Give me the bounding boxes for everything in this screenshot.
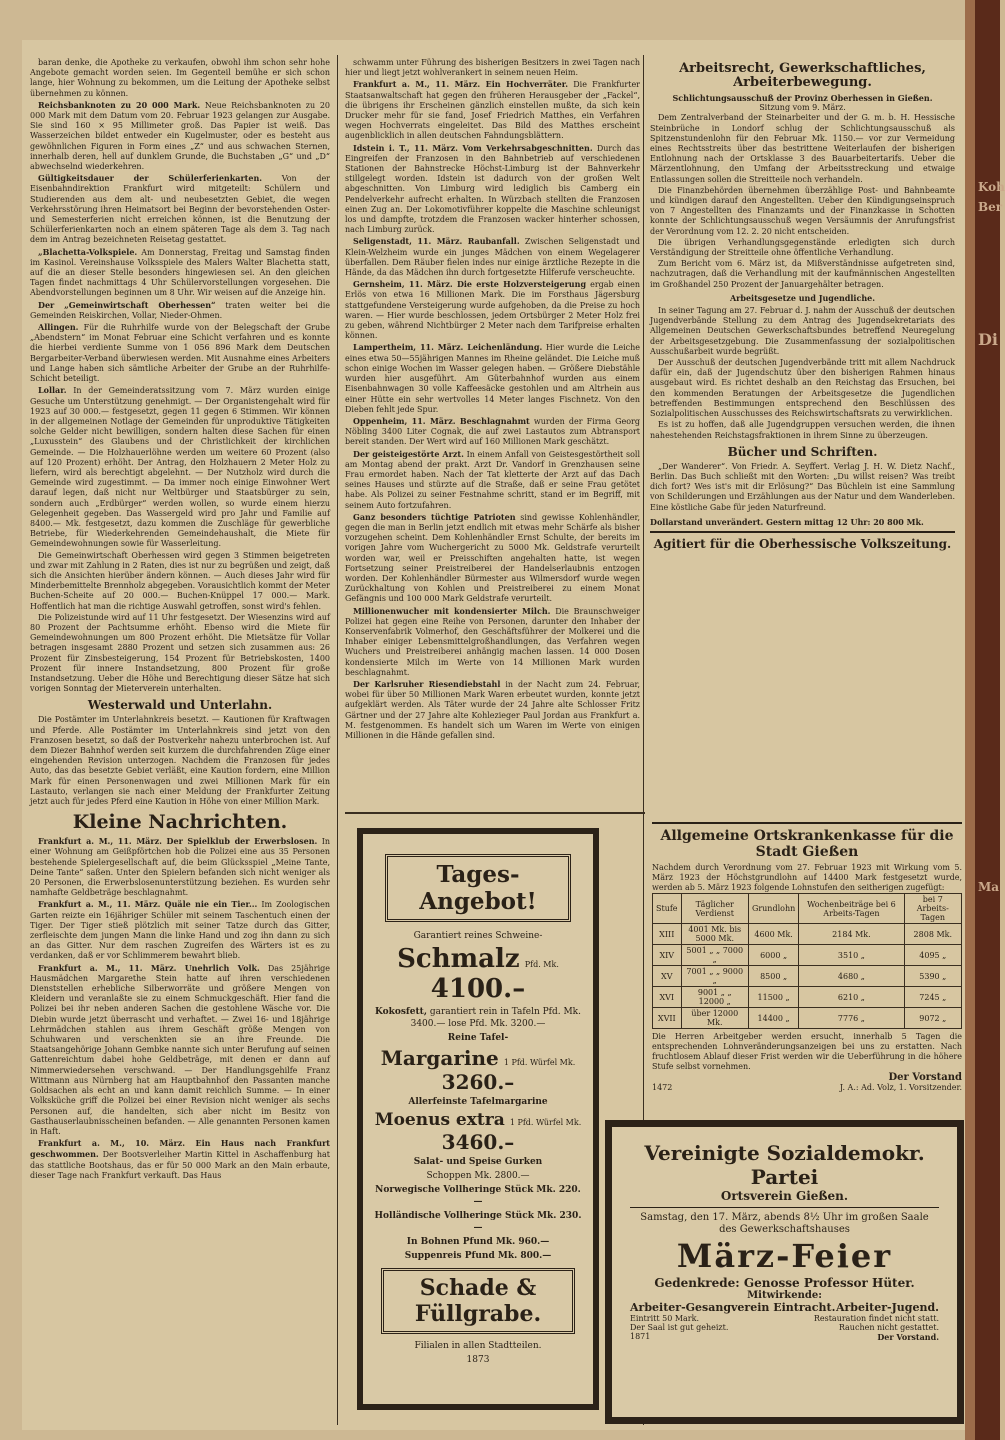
table-header: Grundlohn: [748, 894, 798, 924]
table-cell: 4001 Mk. bis 5000 Mk.: [681, 924, 748, 945]
article-paragraph: [650, 186, 955, 237]
price: 3460.–: [441, 1130, 515, 1154]
article-paragraph: [30, 100, 330, 172]
ad-krankenkasse: [652, 822, 962, 1092]
table-header: Täglicher Verdienst: [681, 894, 748, 924]
article-lead: Ganz besonders tüchtige Patrioten: [353, 511, 516, 522]
article-body: sind gewisse Kohlenhändler, gegen die man in Berlin jetzt endlich mit etwas mehr Schärfe als bisher vorzugehen scheint. Dem Kohlenhändler Ernst Schulte, der bereits im vorigen Jahre vom Wuchergericht zu 5000 Mk. Geldstrafe verurteilt worden war, weil er Preisschiften angehalten hatte, ist wegen Fortsetzung seiner Preistreiberei der Handelserlaubnis entzogen worden. Der Kohlenhändler Bürmester aus Wilmersdorf wurde wegen Zurückhaltung von Kohlen und Preistreiberei zu einem Monat Gefängnis und 100 000 Mark Geldstrafe verurteilt.: [345, 512, 640, 604]
article-lead: Der Karlsruher Riesendiebstahl: [353, 678, 501, 689]
column-2: [345, 58, 640, 858]
article-body: In einer Wohnung am Geißpförtchen hob die Polizei eine aus 35 Personen bestehende Spielergesellschaft auf, die beim Glücksspiel „Meine Tante, Deine Tante“ saßen. Unter den Spielern befanden sich nicht weniger als 20 Personen, die Erwerbslosenunterstützung beziehen. Es wurden sehr namhafte Geldbeträge beschlagnahmt.: [30, 837, 331, 898]
product-name: Kokosfett,: [374, 1007, 427, 1017]
article-paragraph: [30, 173, 330, 245]
table-cell: 2184 Mk.: [799, 924, 904, 945]
table-cell: 6000 „: [748, 945, 798, 966]
table-cell: XV: [653, 966, 682, 987]
article-paragraph: [30, 385, 330, 549]
event-title: März-Feier: [676, 1237, 893, 1275]
spine-edge: [965, 0, 975, 1440]
article-body: Neue Reichsbanknoten zu 20 000 Mark mit dem Datum vom 20. Februar 1923 gelangen zur Ausgabe. Sie sind 160 × 95 Millimeter groß. Das Papier ist weiß. Das Wasserzeichen bildet entweder ein Kugelmuster, oder es besteht aus gewöhnlichen Figuren in Form eines „Z“ und aus schwachen Sternen, innerhalb deren, hell auf dunklem Grunde, die Buchstaben „G“ und „D“ abwechselnd wiederkehren.: [30, 100, 330, 172]
article-paragraph: [30, 322, 330, 384]
unit: 1 Pfd. Würfel Mk.: [503, 1058, 576, 1067]
article-paragraph: [650, 306, 955, 357]
event-label: Mitwirkende:: [747, 1290, 822, 1301]
section-heading: Bücher und Schriften.: [727, 444, 878, 459]
article-body: Die Braunschweiger Polizei hat gegen eine Reihe von Personen, darunter den Inhaber der Konservenfabrik Volmerhof, den Geschäftsführer der Molkerei und die Inhaber einiger Lebensmittelgroßhandlungen, das Verfahren wegen Wuchers und Preistreiberei anhängig machen lassen. 14 000 Dosen kondensierte Milch im Werte von 14 Millionen Mark wurden beschlagnahmt.: [345, 606, 640, 677]
event-info: Der Saal ist gut geheizt.: [630, 1323, 729, 1332]
table-header: bei 7 Arbeits-Tagen: [904, 894, 961, 924]
article-lead: Frankfurt a. M., 11. März. Der Spielklub der Erwerbslosen.: [38, 836, 318, 847]
table-cell: 5001 „ „ 7000 „: [681, 945, 748, 966]
article-body: Zwischen Seligenstadt und Klein-Welzheim wurde ein junges Mädchen von einem Wegelagerer überfallen. Dem Räuber fielen indes nur einige ärztliche Rezepte in die Hände, da das Mädchen ihn durch fortgesetzte Hilferufe verscheuchte.: [345, 237, 640, 278]
product-name: Suppenreis Pfund Mk. 800.—: [404, 1251, 552, 1261]
product-name: Salat- und Speise Gurken: [413, 1157, 543, 1167]
table-cell: 2808 Mk.: [904, 924, 961, 945]
article-paragraph: [650, 420, 955, 440]
table-cell: XVII: [653, 1008, 682, 1029]
article-text: baran denke, die Apotheke zu verkaufen, obwohl ihm schon sehr hohe Angebote gemacht worden seien. Im Gegenteil bemühe er sich schon lange, hier Wohnung zu bekommen, um die Leitung der Apotheke selbst übernehmen zu können.: [30, 58, 330, 98]
participant: Arbeiter-Jugend.: [835, 1301, 939, 1314]
article-lead: Frankfurt a. M., 11. März. Quäle nie ein Tier...: [38, 899, 258, 910]
article-paragraph: [650, 238, 955, 258]
article-body: In seiner Tagung am 27. Februar d. J. nahm der Ausschuß der deutschen Jugendverbände Stellung zu dem Antrag des Jugendsekretariats des Allgemeinen Deutschen Gewerkschaftsbundes betreffend Neuregelung der Arbeitsgesetzgebung. Die Zusammenfassung der sozialpolitischen Ausschußarbeit wurde begrüßt.: [650, 306, 955, 356]
article-list: [650, 113, 955, 289]
article-lead: Oppenheim, 11. März. Beschlagnahmt: [353, 415, 530, 426]
table-cell: XIV: [653, 945, 682, 966]
ad-text: Nachdem durch Verordnung vom 27. Februar 1923 mit Wirkung vom 5. März 1923 der Höchstgrundlohn auf 14400 Mark festgesetzt wurde, werden ab 5. März 1923 folgende Lohnstufen den seitherigen zugefügt:: [652, 863, 962, 892]
table-cell: 4680 „: [799, 966, 904, 987]
article-body: Am Donnerstag, Freitag und Samstag finden im Kasinol. Vereinshause Volksspiele des Malers Walter Blachetta statt, auf die an dieser Stelle besonders hingewiesen sei. An den gleichen Tagen findet nachmittags 4 Uhr Schülervorstellungen vorgesehen. Die Abendvorstellungen beginnen um 8 Uhr. Wir weisen auf die Anzeige hin.: [30, 247, 331, 298]
article-paragraph: [30, 963, 330, 1137]
article-list: [345, 58, 640, 741]
table-cell: 8500 „: [748, 966, 798, 987]
table-row: [653, 924, 962, 945]
article-lead: Seligenstadt, 11. März. Raubanfall.: [353, 236, 520, 247]
table-row: [653, 945, 962, 966]
ad-title: Allgemeine Ortskrankenkasse für die Stadt Gießen: [660, 828, 954, 860]
article-list: [30, 836, 330, 1181]
article-body: traten weiter bei die Gemeinden Reiskirchen, Vollar, Nieder-Ohmen.: [30, 300, 331, 320]
table-cell: 6210 „: [799, 987, 904, 1008]
product-name: Holländische Vollheringe Stück Mk. 230.—: [374, 1211, 582, 1233]
article-lead: Frankfurt a. M., 10. März. Ein Haus nach Frankfurt geschwommen.: [30, 1138, 330, 1160]
article-paragraph: [30, 899, 330, 961]
article-lead: Idstein i. T., 11. März. Vom Verkehrsabgeschnitten.: [353, 142, 593, 153]
article-body: in der Nacht zum 24. Februar, wobei für über 50 Millionen Mark Waren erbeutet wurden, konnte jetzt aufgeklärt werden. Als Täter wurde der 24 Jahre alte Schlosser Fritz Gärtner und der 27 Jahre alte Kohlezieger Paul Jordan aus Frankfurt a. M. festgenommen. Es handelt sich um Waren im Werte von einigen Millionen in die Hände gefallen sind.: [345, 679, 640, 740]
table-cell: 7245 „: [904, 987, 961, 1008]
article-lead: Gernsheim, 11. März. Die erste Holzversteigerung: [353, 279, 587, 290]
article-paragraph: [345, 58, 640, 78]
article-body: Die übrigen Verhandlungsgegenstände erledigten sich durch Verständigung der Streitteile ohne öffentliche Verhandlung.: [650, 237, 955, 258]
article-paragraph: [30, 613, 330, 695]
unit: Pfd. Mk.: [524, 960, 559, 969]
product-name: Schmalz: [397, 944, 520, 974]
article-body: In einem Anfall von Geistesgestörtheit soll am Montag abend der prakt. Arzt Dr. Vandorf in Grenzhausen seine Frau ermordet haben. Nach der Tat kletterte der Arzt auf das Dach seines Hauses und stürzte auf die Straße, daß er seine Frau getötet habe. Als Polizei zu seiner Festnahme schritt, stand er im Begriff, mit seinem Auto fortzufahren.: [345, 449, 640, 510]
event-speaker: Gedenkrede: Genosse Professor Hüter.: [654, 1276, 915, 1290]
table-cell: über 12000 Mk.: [681, 1008, 748, 1029]
article-lead: Frankfurt a. M., 11. März. Unehrlich Volk.: [38, 962, 260, 973]
subheading: Arbeitsgesetze und Jugendliche.: [729, 292, 876, 303]
table-cell: 9001 „ „ 12000 „: [681, 987, 748, 1008]
ad-partei: [605, 1120, 964, 1424]
article-body: Der Bootsverleiher Martin Kittel in Aschaffenburg hat das stattliche Bootshaus, das er für 50 000 Mark an den Main erbaute, dieser Tage nach Frankfurt verkauft. Das Haus: [30, 1150, 331, 1180]
article-list: [650, 306, 955, 441]
article-body: ergab einen Erlös von etwa 16 Millionen Mark. Die im Forsthaus Jägersburg stattgefundene Versteigerung wurde aufgehoben, da die Preise zu hoch waren. — Hier wurde beschlossen, jedem Ortsbürger 2 Meter Holz frei zu geben, während Nichtbürger 2 Meter nach dem Tarifpreise erhalten können.: [345, 280, 641, 341]
article-lead: Allingen.: [38, 322, 79, 333]
product-name: Margarine: [380, 1046, 499, 1070]
table-cell: 4600 Mk.: [748, 924, 798, 945]
article-paragraph: [345, 143, 640, 236]
ad-schade-fuellgrabe: [357, 828, 599, 1410]
article-body: Dem Zentralverband der Steinarbeiter und der G. m. b. H. Hessische Steinbrüche in Londorf schlug der Schlichtungsausschuß als Spitzenstundenlohn für den Februar Mk. 1150.— vor zur Vermeidung eines Rechtsstreits über das bestrittene Weiterlaufen der bisherigen Entlohnung nach der Ortsklasse 3 des Bauarbeitertarifs. Ueber die Märzentlohnung, den Umfang der Arbeitsstreckung und etwaige Entlassungen sollen die Streitteile noch verhandeln.: [650, 113, 955, 184]
article-paragraph: [30, 1138, 330, 1181]
column-rule: [337, 55, 338, 1425]
price: 4100.–: [430, 974, 526, 1004]
table-header: Stufe: [653, 894, 682, 924]
table-cell: 5390 „: [904, 966, 961, 987]
column-3: [650, 58, 955, 838]
article-paragraph: [345, 512, 640, 605]
article-paragraph: [650, 259, 955, 290]
wage-table: [652, 893, 962, 1029]
article-paragraph: [650, 358, 955, 419]
spine-text: Koh: [978, 180, 1005, 194]
article-paragraph: [30, 836, 330, 898]
spine-text: Di: [978, 330, 998, 349]
ad-ref: 1873: [466, 1355, 490, 1365]
article-paragraph: [345, 606, 640, 678]
article-body: Die Finanzbehörden übernehmen überzählige Post- und Bahnbeamte und kündigen darauf den Angestellten. Ueber den Kündigungseinspruch von 7 Angestellten des Finanzamts und der Finanzkasse in Schotten konnte der Schlichtungsausschuß wegen Versäumnis der Anrufungsfrist der Verordnung vom 12. 2. 20 nicht entscheiden.: [650, 185, 955, 236]
article-lead: Der geisteigestörte Arzt.: [353, 448, 464, 459]
table-cell: 3510 „: [799, 945, 904, 966]
ad-ref: 1472: [652, 1083, 673, 1092]
section-heading: Arbeitsrecht, Gewerkschaftliches, Arbeiterbewegung.: [679, 61, 926, 90]
article-lead: Lampertheim, 11. März. Leichenländung.: [353, 342, 543, 353]
table-cell: XVI: [653, 987, 682, 1008]
ad-text: Filialen in allen Stadtteilen.: [414, 1341, 542, 1351]
article-lead: Der „Gemeinwirtschaft Oberhessen“: [38, 299, 216, 310]
article-paragraph: [345, 679, 640, 741]
table-row: [653, 987, 962, 1008]
table-cell: 14400 „: [748, 1008, 798, 1029]
table-row: [653, 966, 962, 987]
article-body: Die Gemeinwirtschaft Oberhessen wird gegen 3 Stimmen beigetreten und zwar mit Zahlung in 2 Raten, dies ist nur zu begrüßen und zeigt, daß sich die Ansichten hierüber ändern können. — Auch dieses Jahr wird für Minderbemittelte Brennholz abgegeben. Vorausichtlich kommt der Meter Buchen-Scheite auf 20 000.— Buchen-Knüppel 17 000.— Mark. Hoffentlich hat man die richtige Auswahl getroffen, sonst wird's fehlen.: [30, 550, 330, 611]
article-paragraph: [345, 79, 640, 141]
event-date: Samstag, den 17. März, abends 8½ Uhr im großen Saale des Gewerkschaftshauses: [640, 1212, 929, 1235]
subheading: Schlichtungsausschuß der Provinz Oberhessen in Gießen.: [672, 93, 933, 103]
article-list: [30, 100, 330, 695]
event-info: Rauchen nicht gestattet.: [838, 1323, 939, 1332]
spine-text: Ber: [978, 200, 1003, 214]
event-info: Restauration findet nicht statt.: [813, 1314, 939, 1323]
ad-ref: 1871: [630, 1332, 651, 1341]
article-paragraph: [345, 236, 640, 278]
article-text: „Der Wanderer“. Von Friedr. A. Seyffert. Verlag J. H. W. Dietz Nachf., Berlin. Das Buch schließt mit den Worten: „Du willst reisen? Was treibt dich fort? Wes ist's mit dir Erlösung?“ Das Büchlein ist eine Sammlung von Schilderungen und Erzählungen aus der Natur und dem Wanderleben. Eine köstliche Gabe für jeden Naturfreund.: [650, 461, 955, 512]
ad-text: Garantiert reines Schweine-: [413, 931, 543, 941]
article-body: Für die Ruhrhilfe wurde von der Belegschaft der Grube „Abendstern“ im Monat Februar eine Schicht verfahren und es konnte die hierbei verdiente Summe von 1 056 896 Mark dem Deutschen Bergarbeiter-Verband überwiesen werden. Mit Ausnahme eines Arbeiters und Lange haben sich sämtliche Arbeiter der Grube an der Ruhrhilfe-Schicht beteiligt.: [30, 323, 330, 384]
table-row: [653, 1008, 962, 1029]
ad-title: Vereinigte Sozialdemokr. Partei: [644, 1141, 925, 1189]
article-lead: „Blachetta-Volkspiele.: [38, 246, 138, 257]
book-spine: [965, 0, 1005, 1440]
dollar-rate: Dollarstand unverändert. Gestern mittag 12 Uhr: 20 800 Mk.: [650, 516, 924, 527]
brand-name: Schade & Füllgrabe.: [381, 1268, 575, 1334]
unit: 1 Pfd. Würfel Mk.: [509, 1118, 582, 1127]
product-name: Moenus extra: [374, 1110, 505, 1130]
article-paragraph: [30, 247, 330, 299]
table-header: Wochenbeiträge bei 6 Arbeits-Tagen: [799, 894, 904, 924]
article-body: Zum Bericht vom 6. März ist, da Mißverständnisse aufgetreten sind, nachzutragen, daß die Verhandlung mit der kaufmännischen Angestellten im Großhandel 250 Prozent der Januargehälter betragen.: [650, 259, 955, 289]
ad-text: Die Herren Arbeitgeber werden ersucht, innerhalb 5 Tagen die entsprechenden Lohnveränderungsanzeigen bei uns zu erstatten. Nach fruchtlosem Ablauf dieser Frist werden wir die Ueberführung in die höhere Stufe selbst vornehmen.: [652, 1032, 962, 1071]
section-heading: Westerwald und Unterlahn.: [87, 698, 273, 713]
article-body: Es ist zu hoffen, daß alle Jugendgruppen versuchen werden, die ihnen nahestehenden Reichstagsfraktionen in ihrem Sinne zu überzeugen.: [650, 420, 955, 440]
ad-text: Reine Tafel-: [447, 1033, 509, 1043]
article-lead: Frankfurt a. M., 11. März. Ein Hochverräter.: [353, 79, 569, 90]
article-body: Das 25jährige Hausmädchen Margarethe Stein hatte auf ihren verschiedenen Dienststellen erhebliche Silberworräte und größere Mengen von Kleidern und veranlaßte sie zu einem Schmuckgeschäft. Hier fand die Polizei bei ihr neben anderen Sachen die gestohlene Wäsche vor. Die Diebin wurde jetzt überrascht und verhaftet. — Zwei 16- und 18jährige Lehrmädchen stahlen aus ihrem Geschäft größe Mengen von Schuhwaren und verschenkten sie an ihre Freunde. Die Staatsangehörige Johann Gembke nannte sich unter Berufung auf seinen Gattenreichtum dabei hohe Geldbeträge, mit denen er dann auf Nimmerwiedersehen verschwand. — Der Handlungsgehilfe Franz Wittmann aus Nürnberg hat am Hauptbahnhof den Passanten manche Goldsachen als echt an und kann damit reichlich Summe. — In einer Volksküche griff die Polizei bei einer Revision nicht weniger als sechs Personen auf, die handelten, sich aber nicht im Besitz von Gasthauserlaubnisscheinen befanden. — Alle genannten Personen kamen in Haft.: [30, 963, 330, 1136]
table-cell: 11500 „: [748, 987, 798, 1008]
product-name: In Bohnen Pfund Mk. 960.—: [406, 1237, 550, 1247]
article-body: wurden der Firma Georg Nöbling 3400 Liter Cognak, die auf zwei Lastautos zum Abtransport bereit standen. Der Wert wird auf 160 Millionen Mark geschätzt.: [345, 416, 640, 447]
article-paragraph: [345, 279, 640, 341]
product-name: Norwegische Vollheringe Stück Mk. 220.—: [375, 1185, 581, 1207]
section-heading: Kleine Nachrichten.: [72, 811, 288, 834]
article-body: Im Zoologischen Garten reizte ein 16jähriger Schüler mit seinem Taschentuch einen der Tiger. Der Tiger stieß plötzlich mit seiner Tatze durch das Gitter, zerfleischte dem jungen Mann die linke Hand und zog ihn dann zu sich an das Gitter. Nur dem raschen Zugreifen des Wärters ist es zu verdanken, daß er vor Schlimmerem bewahrt blieb.: [30, 900, 331, 961]
table-cell: 7001 „ „ 9000 „: [681, 966, 748, 987]
article-body: Durch das Eingreifen der Franzosen in den Bahnbetrieb auf verschiedenen Stationen der Bahnstrecke Höchst-Limburg ist der Bahnverkehr stillgelegt worden. Idstein ist dadurch von der großen Welt abgeschnitten. Von Limburg wird lediglich bis Camberg ein Pendelverkehr aufrecht erhalten. In Würzbach stellten die Franzosen einen Zug an. Der Lokomotivführer koppelte die Maschine schleunigst los und dampfte, trotzdem die Franzosen wacker hinterher schossen, nach Limburg zurück.: [345, 143, 641, 235]
signature: Der Vorstand.: [877, 1332, 939, 1342]
article-body: In der Gemeinderatssitzung vom 7. März wurden einige Gesuche um Unterstützung genehmigt. — Der Organistengehalt wird für 1923 auf 30 000.— festgesetzt, gegen 11 gegen 6 Stimmen. Wir können in der allgemeinen Notlage der Gemeinden für unproduktive Tätigkeiten solche Gelder nicht bewilligen, sondern halten diese Sachen für einen „Luxusstein“ des Glaubens und der Christlichkeit der kirchlichen Gemeinde. — Die Holzhauerlöhne werden um weitere 60 Prozent (also auf 120 Prozent) erhöht. Der Antrag, den Holzhauern 2 Meter Holz zu liefern, wird als berechtigt abgelehnt. — Der Nutzholz wird durch die Gemeinde wird zugestimmt. — Da immer noch einige Einwohner Wert darauf legen, daß nicht nur Weltbürger und Staatsbürger zu sein, sondern auch „Erdbürger“ werden wollen, so wurde einem hierzu Gelegenheit gegeben. Das Wassergeld wird pro Jahr und Familie auf 8400.— Mk. festgesetzt, dazu kommen die Zuschläge für gewerbliche Betriebe, für Wiederkehrenden Gemeindehaushalt, die Miete für Gemeindewohnungen sowie für Wasserleitung.: [30, 386, 331, 549]
article-text: Die Postämter im Unterlahnkreis besetzt. — Kautionen für Kraftwagen und Pferde. Alle Postämter im Unterlahnkreis sind jetzt von den Franzosen besetzt, so daß der Postverkehr nahezu unterbrochen ist. Auf dem Diezer Bahnhof werden seit kurzem die durchfahrenden Züge einer eingehenden Revision unterzogen. Nachdem die Franzosen für jedes Auto, das das besetzte Gebiet verläßt, eine Kaution fordern, eine Million Mark für einen Personenwagen und zwei Millionen Mark für ein Lastauto, verlangen sie nach einer Meldung der Frankfurter Zeitung jetzt auch für jedes Pferd eine Kaution in Höhe von einer Million Mark.: [30, 715, 330, 807]
column-1: [30, 58, 330, 1423]
article-lead: Gültigkeitsdauer der Schülerferienkarten.: [38, 173, 263, 184]
article-paragraph: [30, 551, 330, 612]
table-cell: 7776 „: [799, 1008, 904, 1029]
article-paragraph: [345, 342, 640, 414]
article-lead: Millionenwucher mit kondensierter Milch.: [353, 605, 551, 616]
subheading: Sitzung vom 9. März.: [759, 103, 846, 113]
table-cell: 9072 „: [904, 1008, 961, 1029]
spine-text: Ma: [978, 880, 1000, 894]
ad-text: garantiert rein in Tafeln Pfd. Mk. 3400.— lose Pfd. Mk. 3200.—: [410, 1007, 581, 1029]
article-body: Der Ausschuß der deutschen Jugendverbände tritt mit allem Nachdruck dafür ein, daß der Jugendschutz über den bisherigen Rahmen hinaus ausgebaut wird. Es richtet deshalb an den Reichstag das Ersuchen, bei den kommenden Beratungen der Arbeitsgesetze die Jugendlichen betreffenden Bestimmungen entsprechend den Beschlüssen des Sozialpolitischen Ausschusses des Reichswirtschaftsrats zu verwirklichen.: [650, 358, 955, 419]
article-body: Die Polizeistunde wird auf 11 Uhr festgesetzt. Der Wiesenzins wird auf 80 Prozent der Pachtsumme erhöht. Ebenso wird die Miete für Gemeindewohnungen um 800 Prozent erhöht. Die Mietsätze für Vollar betragen insgesamt 2880 Prozent und setzen sich zusammen aus: 26 Prozent für Zinsbesteigerung, 154 Prozent für Betriebskosten, 1400 Prozent für innere Instandsetzung, 800 Prozent für große Instandsetzung. Ueber die Höhe und Berechtigung dieser Sätze hat sich vorigen Sonntag der Mieterverein unterhalten.: [30, 612, 330, 694]
ad-text: Allerfeinste Tafelmargarine: [408, 1097, 548, 1107]
price: 3260.–: [441, 1070, 515, 1094]
article-paragraph: [650, 113, 955, 184]
signature-name: J. A.: Ad. Volz, 1. Vorsitzender.: [839, 1083, 962, 1092]
article-lead: Reichsbanknoten zu 20 000 Mark.: [38, 99, 201, 110]
article-lead: Lollar.: [38, 385, 67, 396]
table-cell: XIII: [653, 924, 682, 945]
article-paragraph: [345, 449, 640, 511]
participant: Arbeiter-Gesangverein Eintracht.: [630, 1301, 836, 1314]
article-paragraph: [345, 416, 640, 448]
article-body: Hier wurde die Leiche eines etwa 50—55jährigen Mannes im Rheine geländet. Die Leiche muß schon einige Wochen im Wasser gelegen haben. — Größere Diebstähle wurden hier ausgeführt. Am Güterbahnhof wurden aus einem Eisenbahnwagen 30 volle Kaffeesäcke gestohlen und am Altrhein aus einer Hütte ein sehr wertvolles 14 Meter langes Fischnetz. Von den Dieben fehlt jede Spur.: [345, 343, 640, 414]
article-body: Die Frankfurter Staatsanwaltschaft hat gegen den früheren Herausgeber der „Fackel“, die übrigens ihr Erscheinen gänzlich einstellen mußte, da sich kein Drucker mehr für sie fand, Josef Friedrich Matthes, ein Verfahren wegen Hochverrats eingeleitet. Das Bild des Matthes erscheint augenblicklich in allen deutschen Fahndungsblättern.: [345, 80, 641, 141]
price: Schoppen Mk. 2800.—: [426, 1171, 530, 1181]
slogan: Agitiert für die Oberhessische Volkszeitung.: [653, 536, 952, 551]
ad-banner: Tages-Angebot!: [385, 854, 571, 922]
table-cell: 4095 „: [904, 945, 961, 966]
signature: Der Vorstand: [888, 1072, 962, 1083]
ad-subtitle: Ortsverein Gießen.: [720, 1189, 849, 1203]
article-body: Von der Eisenbahndirektion Frankfurt wird mitgeteilt: Schülern und Studierenden aus dem alt- und neubesetzten Gebiet, die wegen Verkehrsstörung ihren Heimatsort bei Beginn der bevorstehenden Oster- und Semesterferien nicht erreichen können, ist die Benutzung der Schülerferienkarten noch an einem späteren Tage als dem 3. Tag nach dem im Antrag bezeichneten Reisetag gestattet.: [30, 174, 330, 245]
article-paragraph: [30, 300, 330, 321]
event-info: Eintritt 50 Mark.: [630, 1314, 700, 1323]
article-body: schwamm unter Führung des bisherigen Besitzers in zwei Tagen nach hier und liegt jetzt wohlverankert in seinem neuen Heim.: [345, 58, 640, 78]
